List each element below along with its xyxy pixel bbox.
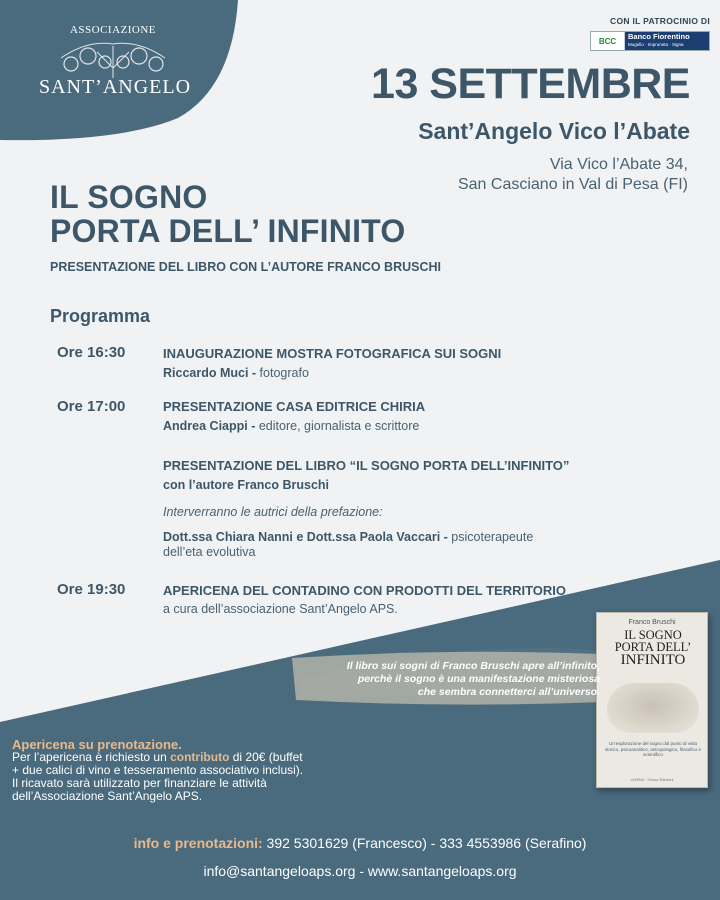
- details-line-3: Il ricavato sarà utilizzato per finanziare le attività: [12, 776, 267, 790]
- program-persons-3: Dott.ssa Chiara Nanni e Dott.ssa Paola Vaccari -: [163, 530, 448, 544]
- details-line-1-post: di 20€ (buffet: [229, 750, 303, 764]
- bank-name: [625, 32, 709, 50]
- program-person-2: Andrea Ciappi -: [163, 419, 256, 433]
- quote-line-3: che sembra connetterci all’universo.: [417, 686, 600, 698]
- program-role-3b: dell’eta evolutiva: [163, 545, 256, 559]
- program-title-4: APERICENA DEL CONTADINO CON PRODOTTI DEL TERRITORIO: [163, 583, 567, 598]
- book-cover-image: [607, 683, 699, 733]
- apericena-heading: Apericena su prenotazione.: [12, 737, 182, 752]
- details-line-1-bold: contributo: [170, 750, 230, 764]
- sponsor-logo: [590, 31, 710, 51]
- title-line-2: PORTA DELL’ INFINITO: [50, 213, 406, 249]
- book-title: [601, 629, 705, 668]
- program-role-1: fotografo: [256, 366, 309, 380]
- book-publisher: CHIRIA · Civico Edizioni: [630, 777, 674, 782]
- program-role-3a: psicoterapeute: [447, 530, 534, 544]
- event-venue: Sant’Angelo Vico l’Abate: [418, 118, 690, 144]
- book-title-line-2: PORTA DELL’: [614, 640, 692, 654]
- address-line-2: San Casciano in Val di Pesa (FI): [457, 176, 688, 193]
- logo-name: SANT’ANGELO: [38, 76, 192, 98]
- contacts-phones[interactable]: 392 5301629 (Francesco) - 333 4553986 (Serafino): [262, 835, 587, 851]
- apericena-details: [12, 751, 432, 803]
- program-sub-4: a cura dell’associazione Sant’Angelo APS.: [163, 602, 398, 616]
- program-role-2: editore, giornalista e scrittore: [255, 419, 420, 433]
- program-intro: Interverranno le autrici della prefazione:: [163, 505, 383, 519]
- address-line-1: Via Vico l’Abate 34,: [549, 156, 688, 173]
- quote-line-2: perchè il sogno è una manifestazione misteriosa: [357, 673, 600, 685]
- patronage-label: CON IL PATROCINIO DI: [610, 16, 710, 26]
- page-subtitle: PRESENTAZIONE DEL LIBRO CON L’AUTORE FRANCO BRUSCHI: [50, 260, 441, 274]
- program-sub-2: [163, 419, 643, 434]
- program-sub-3: [163, 530, 643, 560]
- bank-tagline: Mugello · Impruneta · Signa: [628, 42, 684, 47]
- quote-line-1: Il libro sui sogni di Franco Bruschi apre all’infinito,: [346, 660, 600, 672]
- event-date: 13 SETTEMBRE: [371, 60, 690, 108]
- page-title: [50, 180, 510, 248]
- book-cover: [596, 612, 708, 788]
- program-person-1: Riccardo Muci -: [163, 366, 257, 380]
- details-line-1-pre: Per l’apericena è richiesto un: [12, 750, 171, 764]
- details-line-2: + due calici di vino e tesseramento associativo inclusi).: [12, 763, 304, 777]
- program-time-2: Ore 17:00: [57, 398, 126, 415]
- program-heading: Programma: [50, 306, 151, 326]
- book-blurb: Un’esplorazione del sogno dal punto di vista storico, psicoanalitico, antropologico, filosofico e scientifico: [604, 741, 702, 757]
- book-author: Franco Bruschi: [628, 619, 676, 626]
- program-title-3: PRESENTAZIONE DEL LIBRO “IL SOGNO PORTA DELL’INFINITO”: [163, 458, 570, 473]
- contacts-label: info e prenotazioni:: [133, 835, 263, 851]
- logo-tree-icon: [57, 38, 169, 80]
- title-line-1: IL SOGNO: [50, 179, 208, 215]
- program-time-1: Ore 16:30: [57, 344, 126, 361]
- book-title-line-3: INFINITO: [620, 652, 686, 668]
- program-title-2: PRESENTAZIONE CASA EDITRICE CHIRIA: [163, 399, 426, 414]
- program-with-author: con l’autore Franco Bruschi: [163, 478, 330, 492]
- book-title-line-1: IL SOGNO: [624, 628, 682, 642]
- program-title-1: INAUGURAZIONE MOSTRA FOTOGRAFICA SUI SOGNI: [163, 346, 502, 361]
- web-contacts[interactable]: info@santangeloaps.org - www.santangeloaps.org: [203, 863, 517, 879]
- program-time-4: Ore 19:30: [57, 581, 126, 598]
- contacts: [0, 835, 720, 851]
- logo-association-text: ASSOCIAZIONE: [69, 24, 157, 36]
- bcc-logo-text: BCC: [591, 32, 625, 50]
- details-line-4: dell’Associazione Sant’Angelo APS.: [12, 789, 203, 803]
- book-quote: [300, 660, 600, 699]
- program-sub-1: [163, 366, 643, 381]
- bank-name-text: Banco Fiorentino: [628, 32, 690, 41]
